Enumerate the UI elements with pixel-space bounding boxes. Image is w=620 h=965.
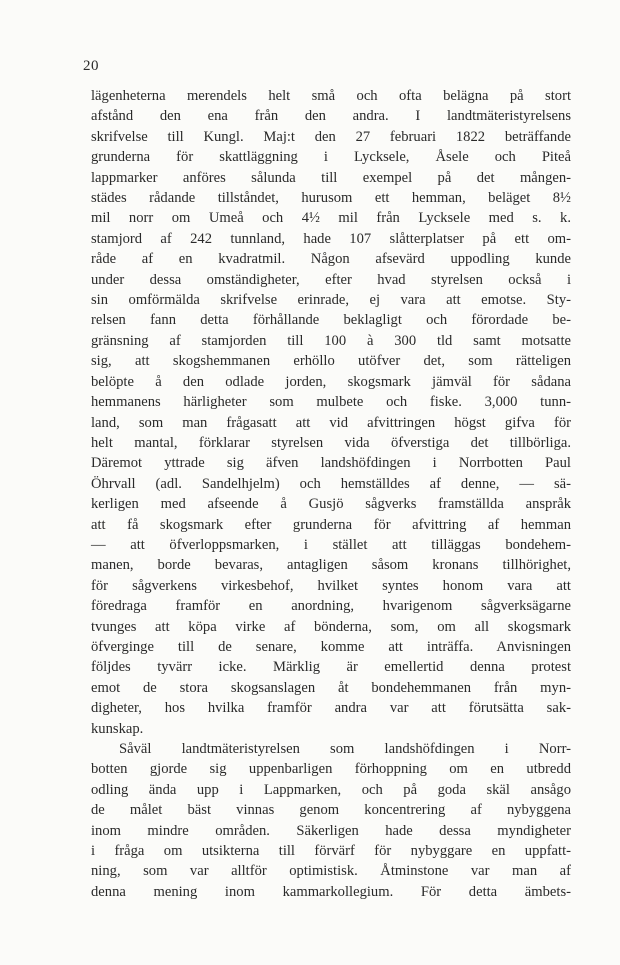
text-line: under dessa omständigheter, efter hvad styrelsen också i	[91, 271, 571, 288]
text-line: föredraga framför en anordning, hvarigenom sågverksägarne	[91, 598, 571, 615]
text-line: sin omförmälda skrifvelse erinrade, ej vara att emotse. Sty-	[91, 292, 571, 309]
page-number: 20	[83, 58, 99, 74]
text-line: land, som man frågasatt att vid afvittringen högst gifva för	[91, 414, 571, 431]
text-line: ning, som var alltför optimistisk. Åtminstone var man af	[91, 863, 571, 880]
text-line: mil norr om Umeå och 4½ mil från Lycksele med s. k.	[91, 210, 571, 227]
text-line: botten gjorde sig uppenbarligen förhoppning om en utbredd	[91, 761, 571, 778]
text-line: lappmarker anföres sålunda till exempel på det mången-	[91, 169, 571, 186]
text-line: råde af en kvadratmil. Någon afsevärd uppodling kunde	[91, 251, 571, 268]
text-line: Öhrvall (adl. Sandelhjelm) och hemställdes af denne, — sä-	[91, 475, 571, 492]
text-line: stamjord af 242 tunnland, hade 107 slåtterplatser på ett om-	[91, 230, 571, 247]
text-line: de målet bäst vinnas genom koncentrering af nybyggena	[91, 802, 571, 819]
text-line: afstånd den ena från den andra. I landtmäteristyrelsens	[91, 108, 571, 125]
text-line: gränsning af stamjorden till 100 à 300 tld samt motsatte	[91, 332, 571, 349]
text-line: manen, borde bevaras, antagligen såsom kronans tillhörighet,	[91, 557, 571, 574]
text-line: Såväl landtmäteristyrelsen som landshöfdingen i Norr-	[119, 741, 571, 757]
text-line: odling ända upp i Lappmarken, och på goda skäl ansågo	[91, 781, 571, 798]
text-line: hemmanens härligheter som mulbete och fiske. 3,000 tunn-	[91, 394, 571, 411]
text-line: öfverginge till de senare, komme att inträffa. Anvisningen	[91, 638, 571, 655]
text-line: Däremot yttrade sig äfven landshöfdingen i Norrbotten Paul	[91, 455, 571, 472]
text-line: i fråga om utsikterna till förvärf för nybyggare en uppfatt-	[91, 843, 571, 860]
body-text	[91, 86, 571, 902]
text-line: belöpte å den odlade jorden, skogsmark jämväl för sådana	[91, 373, 571, 390]
text-line: lägenheterna merendels helt små och ofta belägna på stort	[91, 88, 571, 104]
text-line: relsen fann detta förhållande beklagligt och förordade be-	[91, 312, 571, 329]
text-line: inom mindre områden. Säkerligen hade dessa myndigheter	[91, 822, 571, 839]
text-line: tvunges att köpa virke af bönderna, som, om all skogsmark	[91, 618, 571, 635]
text-line: städes rådande tillståndet, hurusom ett hemman, beläget 8½	[91, 190, 571, 207]
text-line: kerligen med afseende å Gusjö sågverks framställda anspråk	[91, 496, 571, 513]
text-line: för sågverkens virkesbehof, hvilket syntes honom vara att	[91, 577, 571, 594]
text-line: emot de stora skogsanslagen åt bondehemmanen från myn-	[91, 679, 571, 696]
text-line: — att öfverloppsmarken, i stället att tilläggas bondehem-	[91, 536, 571, 553]
text-line: sig, att skogshemmanen erhöllo utöfver det, som rätteligen	[91, 353, 571, 370]
text-line: att få skogsmark efter grunderna för afvittring af hemman	[91, 516, 571, 533]
text-line: denna mening inom kammarkollegium. För detta ämbets-	[91, 883, 571, 900]
text-line: kunskap.	[91, 720, 144, 737]
text-line: följdes tyvärr icke. Märklig är emellertid denna protest	[91, 659, 571, 676]
text-line: digheter, hos hvilka framför andra var att förutsätta sak-	[91, 700, 571, 717]
text-line: grunderna för skattläggning i Lycksele, Åsele och Piteå	[91, 149, 571, 166]
text-line: helt mantal, förklarar styrelsen vida öfverstiga det tillbörliga.	[91, 434, 571, 451]
text-line: skrifvelse till Kungl. Maj:t den 27 februari 1822 beträffande	[91, 128, 571, 145]
